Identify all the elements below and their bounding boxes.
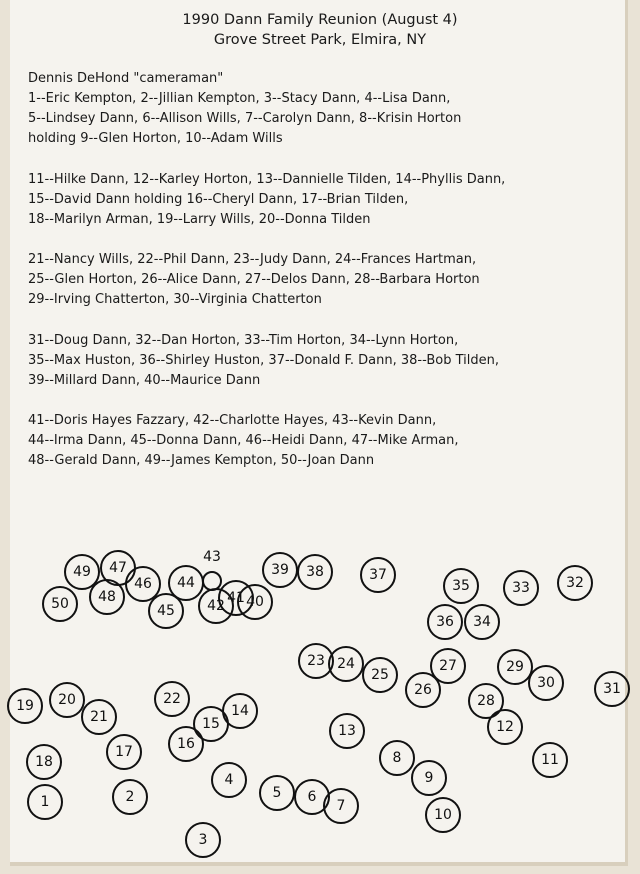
marker-number: 24 [337, 656, 355, 672]
marker-number: 22 [163, 691, 181, 707]
position-marker [329, 647, 363, 681]
marker-number: 17 [115, 744, 133, 760]
marker-number: 10 [434, 807, 452, 823]
position-marker [431, 649, 465, 683]
caption-line: 18--Marilyn Arman, 19--Larry Wills, 20--Donna Tilden [28, 212, 371, 227]
position-marker [212, 763, 246, 797]
marker-number: 33 [512, 580, 530, 596]
marker-number: 4 [224, 772, 234, 788]
position-marker [169, 566, 203, 600]
marker-number: 47 [109, 560, 127, 576]
position-marker [126, 567, 160, 601]
marker-number: 2 [125, 789, 135, 805]
marker-number: 15 [202, 716, 220, 732]
marker-number: 37 [369, 567, 387, 583]
marker-number: 16 [177, 736, 195, 752]
position-marker [65, 555, 99, 589]
position-marker [149, 594, 183, 628]
caption-line: 48--Gerald Dann, 49--James Kempton, 50--Joan Dann [28, 453, 375, 468]
position-marker [426, 798, 460, 832]
marker-number: 32 [566, 575, 584, 591]
caption-line: 39--Millard Dann, 40--Maurice Dann [28, 373, 261, 388]
position-marker [412, 761, 446, 795]
marker-number: 48 [98, 589, 116, 605]
position-marker [203, 549, 221, 590]
caption-line: 1--Eric Kempton, 2--Jillian Kempton, 3--Stacy Dann, 4--Lisa Dann, [28, 91, 451, 106]
marker-number: 43 [203, 549, 221, 565]
marker-number: 26 [414, 682, 432, 698]
position-marker [263, 553, 297, 587]
marker-number: 44 [177, 575, 195, 591]
marker-number: 14 [231, 703, 249, 719]
marker-number: 12 [496, 719, 514, 735]
position-marker [299, 644, 333, 678]
marker-number: 25 [371, 667, 389, 683]
position-marker [465, 605, 499, 639]
marker-number: 40 [246, 594, 264, 610]
position-marker [330, 714, 364, 748]
caption-line: 25--Glen Horton, 26--Alice Dann, 27--Delos Dann, 28--Barbara Horton [28, 272, 480, 287]
marker-number: 31 [603, 681, 621, 697]
marker-number: 29 [506, 659, 524, 675]
marker-number: 45 [157, 603, 175, 619]
position-marker [428, 605, 462, 639]
position-marker [107, 735, 141, 769]
marker-number: 6 [307, 789, 317, 805]
marker-number: 18 [35, 754, 53, 770]
title-line-2: Grove Street Park, Elmira, NY [213, 32, 427, 48]
caption-line: 21--Nancy Wills, 22--Phil Dann, 23--Judy Dann, 24--Frances Hartman, [28, 252, 477, 267]
marker-number: 38 [306, 564, 324, 580]
position-marker [558, 566, 592, 600]
position-marker [363, 658, 397, 692]
position-marker [324, 789, 358, 823]
caption-line: 11--Hilke Dann, 12--Karley Horton, 13--Dannielle Tilden, 14--Phyllis Dann, [28, 172, 506, 187]
position-marker [595, 672, 629, 706]
marker-number: 28 [477, 693, 495, 709]
marker-number: 41 [227, 590, 245, 606]
position-marker [298, 555, 332, 589]
position-marker [28, 785, 62, 819]
position-marker [444, 569, 478, 603]
caption-line: 31--Doug Dann, 32--Dan Horton, 33--Tim Horton, 34--Lynn Horton, [28, 333, 459, 348]
marker-number: 46 [134, 576, 152, 592]
position-marker [169, 727, 203, 761]
marker-number: 19 [16, 698, 34, 714]
position-marker [199, 589, 233, 623]
position-marker [186, 823, 220, 857]
position-marker [533, 743, 567, 777]
marker-number: 8 [392, 750, 402, 766]
caption-line: 41--Doris Hayes Fazzary, 42--Charlotte Hayes, 43--Kevin Dann, [28, 413, 437, 428]
marker-number: 36 [436, 614, 454, 630]
position-marker [469, 684, 503, 718]
marker-number: 39 [271, 562, 289, 578]
position-marker [155, 682, 189, 716]
marker-number: 5 [272, 785, 282, 801]
marker-number: 21 [90, 709, 108, 725]
position-marker [90, 580, 124, 614]
position-marker [50, 683, 84, 717]
marker-number: 34 [473, 614, 491, 630]
position-marker [380, 741, 414, 775]
marker-number: 11 [541, 752, 559, 768]
title-line-1: 1990 Dann Family Reunion (August 4) [182, 12, 458, 28]
position-marker [82, 700, 116, 734]
caption-line: 15--David Dann holding 16--Cheryl Dann, 17--Brian Tilden, [28, 192, 409, 207]
marker-number: 3 [198, 832, 208, 848]
caption-line: Dennis DeHond "cameraman" [28, 71, 224, 86]
position-marker [27, 745, 61, 779]
caption-line: 35--Max Huston, 36--Shirley Huston, 37--Donald F. Dann, 38--Bob Tilden, [28, 353, 499, 368]
marker-circle [203, 572, 221, 590]
caption-line: 44--Irma Dann, 45--Donna Dann, 46--Heidi Dann, 47--Mike Arman, [28, 433, 459, 448]
position-marker [43, 587, 77, 621]
marker-number: 30 [537, 675, 555, 691]
marker-number: 50 [51, 596, 69, 612]
marker-number: 7 [336, 798, 346, 814]
marker-number: 20 [58, 692, 76, 708]
position-marker [260, 776, 294, 810]
position-marker [529, 666, 563, 700]
marker-number: 27 [439, 658, 457, 674]
caption-line: 29--Irving Chatterton, 30--Virginia Chatterton [28, 292, 322, 307]
marker-number: 42 [207, 598, 225, 614]
position-marker [488, 710, 522, 744]
marker-number: 23 [307, 653, 325, 669]
marker-number: 1 [40, 794, 50, 810]
position-marker [504, 571, 538, 605]
position-marker [113, 780, 147, 814]
position-marker [8, 689, 42, 723]
marker-number: 49 [73, 564, 91, 580]
caption-line: holding 9--Glen Horton, 10--Adam Wills [28, 131, 283, 146]
marker-number: 9 [424, 770, 434, 786]
marker-number: 35 [452, 578, 470, 594]
position-marker [498, 650, 532, 684]
position-marker [194, 707, 228, 741]
position-marker [361, 558, 395, 592]
marker-number: 13 [338, 723, 356, 739]
caption-line: 5--Lindsey Dann, 6--Allison Wills, 7--Carolyn Dann, 8--Krisin Horton [28, 111, 462, 126]
